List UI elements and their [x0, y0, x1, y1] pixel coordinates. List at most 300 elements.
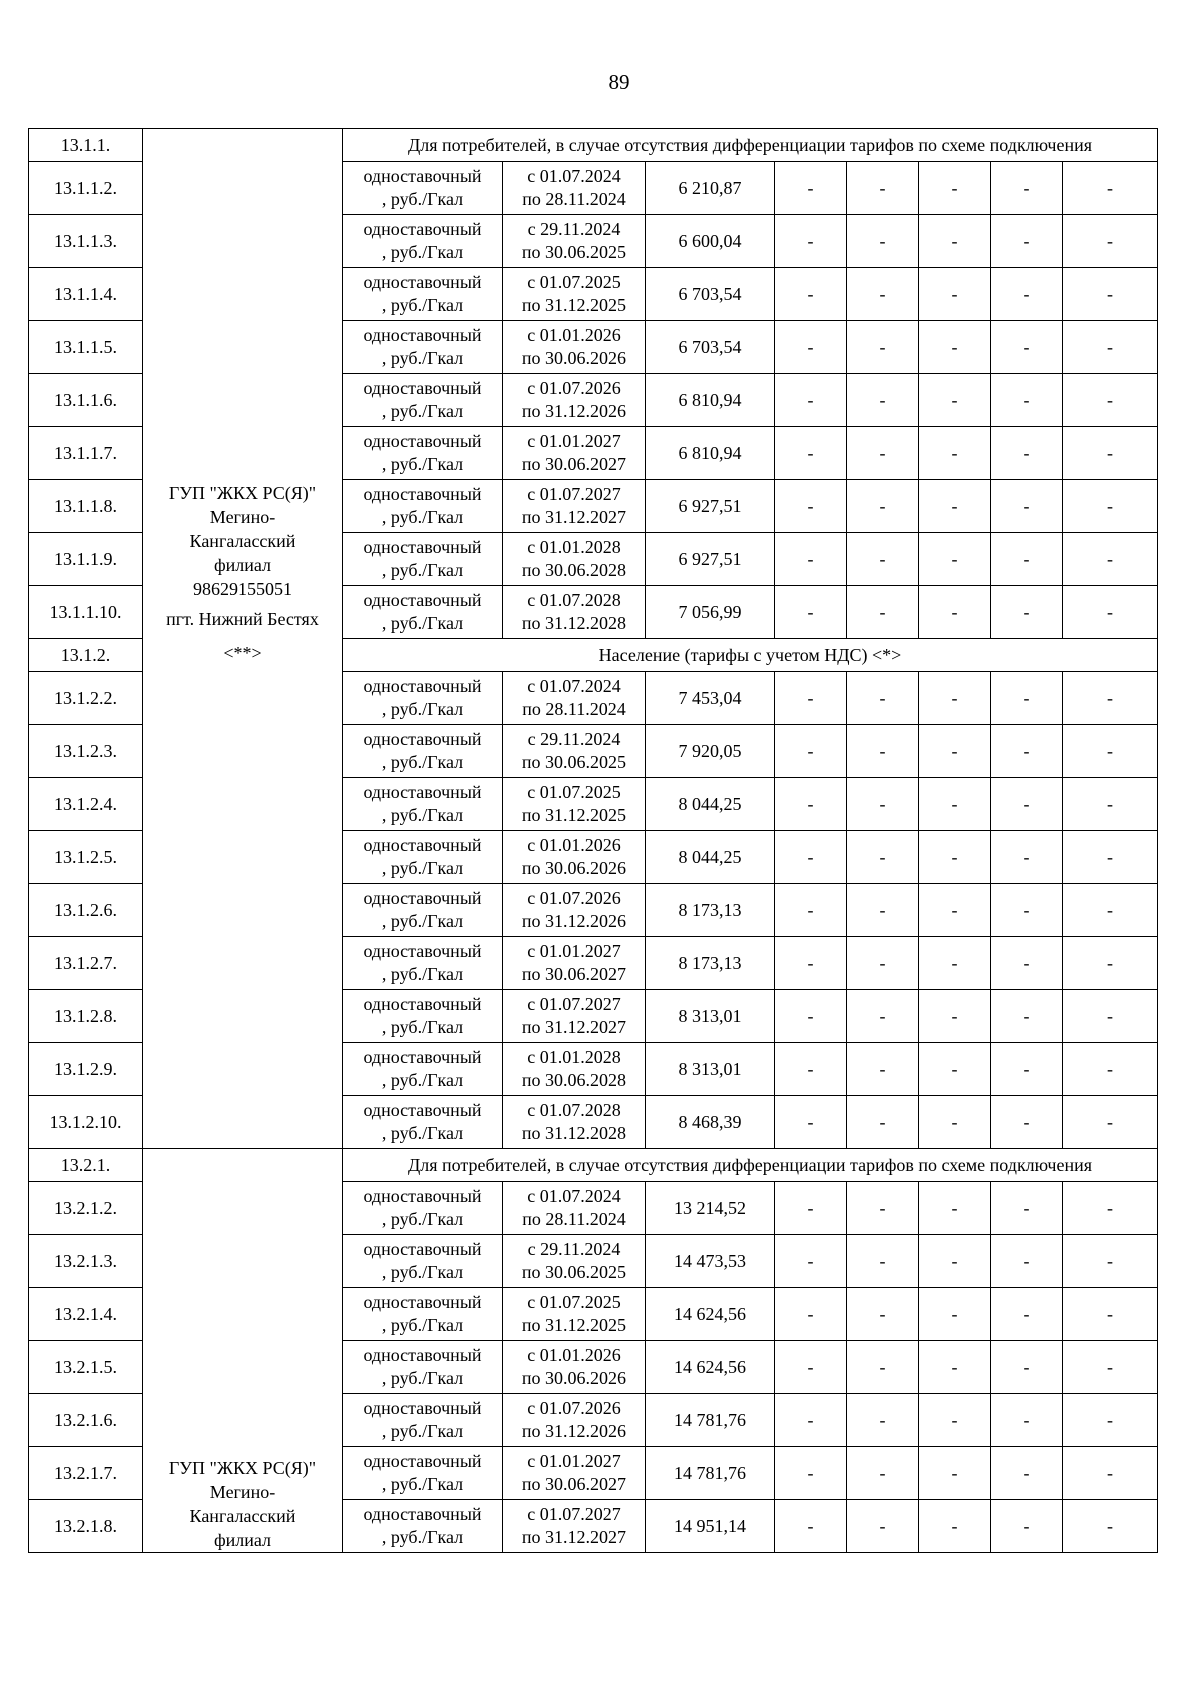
tariff-value: 6 703,54	[646, 321, 775, 374]
dash-cell: -	[919, 1394, 991, 1447]
dash-cell: -	[919, 831, 991, 884]
period-to: по 28.11.2024	[522, 189, 626, 209]
tariff-unit-line: , руб./Гкал	[381, 1017, 464, 1037]
dash-cell: -	[1063, 427, 1158, 480]
dash-cell: -	[775, 1096, 847, 1149]
tariff-type-line: одноставочный	[363, 431, 482, 451]
organization-cell	[143, 1149, 343, 1553]
dash-cell: -	[775, 1447, 847, 1500]
period-to: по 30.06.2028	[521, 560, 627, 580]
dash-cell: -	[991, 1341, 1063, 1394]
dash-cell: -	[1063, 374, 1158, 427]
period-from: с 01.01.2027	[527, 1451, 621, 1471]
dash-cell: -	[991, 1182, 1063, 1235]
row-code: 13.1.1.3.	[29, 215, 143, 268]
dash-cell: -	[775, 672, 847, 725]
tariff-value: 8 173,13	[646, 937, 775, 990]
dash-cell: -	[1063, 586, 1158, 639]
dash-cell: -	[1063, 268, 1158, 321]
tariff-period	[503, 1500, 646, 1553]
tariff-type	[343, 672, 503, 725]
tariff-period	[503, 533, 646, 586]
tariff-period	[503, 778, 646, 831]
row-code: 13.1.1.4.	[29, 268, 143, 321]
dash-cell: -	[919, 672, 991, 725]
period-from: с 01.07.2024	[527, 676, 621, 696]
row-code: 13.1.1.6.	[29, 374, 143, 427]
period-from: с 01.07.2028	[527, 590, 621, 610]
tariff-type	[343, 778, 503, 831]
tariff-unit-line: , руб./Гкал	[381, 1421, 464, 1441]
dash-cell: -	[919, 268, 991, 321]
period-from: с 01.01.2027	[527, 431, 621, 451]
dash-cell: -	[991, 1394, 1063, 1447]
dash-cell: -	[847, 215, 919, 268]
dash-cell: -	[919, 1500, 991, 1553]
dash-cell: -	[775, 321, 847, 374]
dash-cell: -	[1063, 937, 1158, 990]
period-to: по 30.06.2027	[521, 1474, 627, 1494]
tariff-type-line: одноставочный	[363, 835, 482, 855]
tariff-type	[343, 1500, 503, 1553]
dash-cell: -	[847, 725, 919, 778]
tariff-type	[343, 162, 503, 215]
dash-cell: -	[919, 586, 991, 639]
dash-cell: -	[775, 831, 847, 884]
dash-cell: -	[991, 990, 1063, 1043]
tariff-type-line: одноставочный	[363, 888, 482, 908]
dash-cell: -	[919, 1288, 991, 1341]
period-from: с 01.01.2028	[527, 1047, 621, 1067]
row-code: 13.1.1.9.	[29, 533, 143, 586]
tariff-unit-line: , руб./Гкал	[381, 805, 464, 825]
row-code: 13.2.1.4.	[29, 1288, 143, 1341]
dash-cell: -	[847, 990, 919, 1043]
period-from: с 01.01.2028	[527, 537, 621, 557]
row-code: 13.2.1.2.	[29, 1182, 143, 1235]
tariff-type	[343, 586, 503, 639]
tariff-unit-line: , руб./Гкал	[381, 911, 464, 931]
row-code: 13.1.2.8.	[29, 990, 143, 1043]
tariff-type-line: одноставочный	[363, 782, 482, 802]
dash-cell: -	[775, 778, 847, 831]
tariff-type	[343, 427, 503, 480]
organization-cell	[143, 129, 343, 1149]
dash-cell: -	[919, 427, 991, 480]
dash-cell: -	[991, 725, 1063, 778]
period-from: с 29.11.2024	[527, 219, 621, 239]
tariff-type	[343, 1341, 503, 1394]
dash-cell: -	[991, 1043, 1063, 1096]
period-to: по 31.12.2025	[521, 805, 627, 825]
period-to: по 31.12.2026	[521, 401, 627, 421]
tariff-value: 14 781,76	[646, 1447, 775, 1500]
tariff-period	[503, 321, 646, 374]
dash-cell: -	[775, 533, 847, 586]
tariff-value: 6 810,94	[646, 374, 775, 427]
tariff-type-line: одноставочный	[363, 1292, 482, 1312]
period-from: с 01.07.2026	[527, 888, 621, 908]
dash-cell: -	[775, 1394, 847, 1447]
dash-cell: -	[1063, 533, 1158, 586]
dash-cell: -	[1063, 1096, 1158, 1149]
section-code: 13.1.2.	[29, 639, 143, 672]
tariff-type-line: одноставочный	[363, 941, 482, 961]
tariff-value: 7 920,05	[646, 725, 775, 778]
tariff-type	[343, 884, 503, 937]
dash-cell: -	[1063, 1043, 1158, 1096]
period-to: по 31.12.2027	[521, 1017, 627, 1037]
dash-cell: -	[775, 162, 847, 215]
dash-cell: -	[919, 725, 991, 778]
tariff-period	[503, 480, 646, 533]
dash-cell: -	[847, 1288, 919, 1341]
tariff-unit-line: , руб./Гкал	[381, 1315, 464, 1335]
row-code: 13.1.1.8.	[29, 480, 143, 533]
period-to: по 31.12.2028	[521, 613, 627, 633]
tariff-unit-line: , руб./Гкал	[381, 1209, 464, 1229]
period-to: по 30.06.2025	[521, 752, 627, 772]
tariff-unit-line: , руб./Гкал	[381, 613, 464, 633]
period-to: по 30.06.2025	[521, 242, 627, 262]
row-code: 13.1.1.2.	[29, 162, 143, 215]
tariff-unit-line: , руб./Гкал	[381, 1123, 464, 1143]
period-from: с 01.07.2026	[527, 1398, 621, 1418]
dash-cell: -	[775, 1500, 847, 1553]
row-code: 13.2.1.8.	[29, 1500, 143, 1553]
tariff-unit-line: , руб./Гкал	[381, 1262, 464, 1282]
period-from: с 01.01.2027	[527, 941, 621, 961]
row-code: 13.1.1.5.	[29, 321, 143, 374]
tariff-type-line: одноставочный	[363, 676, 482, 696]
dash-cell: -	[991, 586, 1063, 639]
tariff-unit-line: , руб./Гкал	[381, 1070, 464, 1090]
period-from: с 01.07.2025	[527, 272, 621, 292]
tariff-type	[343, 831, 503, 884]
tariff-unit-line: , руб./Гкал	[381, 1474, 464, 1494]
tariff-type-line: одноставочный	[363, 272, 482, 292]
period-to: по 30.06.2025	[521, 1262, 627, 1282]
tariff-type-line: одноставочный	[363, 1047, 482, 1067]
dash-cell: -	[775, 1043, 847, 1096]
period-to: по 30.06.2026	[521, 1368, 627, 1388]
organization-line: ГУП "ЖКХ РС(Я)"	[168, 1458, 317, 1478]
tariff-value: 14 781,76	[646, 1394, 775, 1447]
tariff-type-line: одноставочный	[363, 1398, 482, 1418]
tariff-value: 8 313,01	[646, 1043, 775, 1096]
row-code: 13.2.1.5.	[29, 1341, 143, 1394]
tariff-period	[503, 1447, 646, 1500]
tariff-period	[503, 268, 646, 321]
dash-cell: -	[775, 268, 847, 321]
dash-cell: -	[1063, 725, 1158, 778]
period-to: по 31.12.2025	[521, 1315, 627, 1335]
dash-cell: -	[847, 1341, 919, 1394]
tariff-value: 6 210,87	[646, 162, 775, 215]
period-to: по 31.12.2027	[521, 507, 627, 527]
row-code: 13.1.2.6.	[29, 884, 143, 937]
period-from: с 01.07.2024	[527, 1186, 621, 1206]
tariff-period	[503, 1288, 646, 1341]
dash-cell: -	[775, 480, 847, 533]
dash-cell: -	[991, 831, 1063, 884]
tariff-value: 8 468,39	[646, 1096, 775, 1149]
row-code: 13.1.2.5.	[29, 831, 143, 884]
tariff-period	[503, 1182, 646, 1235]
dash-cell: -	[919, 778, 991, 831]
dash-cell: -	[847, 1043, 919, 1096]
tariff-period	[503, 1235, 646, 1288]
organization-line: филиал	[213, 1530, 272, 1550]
section-title: Население (тарифы с учетом НДС) <*>	[343, 639, 1158, 672]
dash-cell: -	[919, 215, 991, 268]
tariff-period	[503, 1394, 646, 1447]
dash-cell: -	[919, 990, 991, 1043]
dash-cell: -	[919, 1043, 991, 1096]
dash-cell: -	[1063, 672, 1158, 725]
dash-cell: -	[847, 1182, 919, 1235]
tariff-type-line: одноставочный	[363, 378, 482, 398]
row-code: 13.1.1.7.	[29, 427, 143, 480]
dash-cell: -	[1063, 831, 1158, 884]
row-code: 13.2.1.6.	[29, 1394, 143, 1447]
tariff-period	[503, 162, 646, 215]
dash-cell: -	[847, 427, 919, 480]
dash-cell: -	[847, 1500, 919, 1553]
period-to: по 30.06.2028	[521, 1070, 627, 1090]
tariff-unit-line: , руб./Гкал	[381, 560, 464, 580]
dash-cell: -	[991, 1288, 1063, 1341]
tariff-value: 6 927,51	[646, 480, 775, 533]
period-from: с 29.11.2024	[527, 1239, 621, 1259]
tariff-value: 8 313,01	[646, 990, 775, 1043]
dash-cell: -	[847, 480, 919, 533]
period-from: с 01.07.2027	[527, 1504, 621, 1524]
tariff-type-line: одноставочный	[363, 1345, 482, 1365]
tariff-unit-line: , руб./Гкал	[381, 348, 464, 368]
dash-cell: -	[991, 268, 1063, 321]
row-code: 13.1.2.9.	[29, 1043, 143, 1096]
dash-cell: -	[919, 1235, 991, 1288]
period-from: с 01.07.2026	[527, 378, 621, 398]
period-from: с 01.07.2024	[527, 166, 621, 186]
dash-cell: -	[847, 1394, 919, 1447]
tariff-value: 14 624,56	[646, 1288, 775, 1341]
dash-cell: -	[775, 374, 847, 427]
dash-cell: -	[919, 480, 991, 533]
row-code: 13.1.2.7.	[29, 937, 143, 990]
tariff-type	[343, 480, 503, 533]
tariff-type-line: одноставочный	[363, 994, 482, 1014]
period-to: по 31.12.2026	[521, 1421, 627, 1441]
period-to: по 31.12.2026	[521, 911, 627, 931]
dash-cell: -	[775, 1182, 847, 1235]
dash-cell: -	[775, 1288, 847, 1341]
period-to: по 30.06.2026	[521, 858, 627, 878]
period-from: с 01.07.2027	[527, 484, 621, 504]
row-code: 13.1.2.4.	[29, 778, 143, 831]
tariff-value: 14 624,56	[646, 1341, 775, 1394]
tariff-value: 14 473,53	[646, 1235, 775, 1288]
tariff-unit-line: , руб./Гкал	[381, 858, 464, 878]
tariff-unit-line: , руб./Гкал	[381, 507, 464, 527]
dash-cell: -	[991, 1500, 1063, 1553]
period-from: с 01.07.2028	[527, 1100, 621, 1120]
dash-cell: -	[991, 162, 1063, 215]
dash-cell: -	[1063, 480, 1158, 533]
dash-cell: -	[775, 1235, 847, 1288]
dash-cell: -	[991, 427, 1063, 480]
dash-cell: -	[847, 884, 919, 937]
tariff-type-line: одноставочный	[363, 325, 482, 345]
tariff-type	[343, 1288, 503, 1341]
tariff-unit-line: , руб./Гкал	[381, 242, 464, 262]
tariff-unit-line: , руб./Гкал	[381, 454, 464, 474]
tariff-unit-line: , руб./Гкал	[381, 295, 464, 315]
tariff-type-line: одноставочный	[363, 484, 482, 504]
tariff-unit-line: , руб./Гкал	[381, 699, 464, 719]
dash-cell: -	[847, 1447, 919, 1500]
dash-cell: -	[775, 427, 847, 480]
tariff-value: 7 453,04	[646, 672, 775, 725]
dash-cell: -	[1063, 321, 1158, 374]
organization-line: пгт. Нижний Бестях	[166, 609, 319, 629]
period-to: по 30.06.2026	[521, 348, 627, 368]
row-code: 13.1.2.10.	[29, 1096, 143, 1149]
section-title: Для потребителей, в случае отсутствия дифференциации тарифов по схеме подключения	[343, 129, 1158, 162]
tariff-type-line: одноставочный	[363, 1100, 482, 1120]
organization-line: филиал	[213, 555, 272, 575]
tariff-type-line: одноставочный	[363, 1504, 482, 1524]
tariff-type	[343, 1096, 503, 1149]
dash-cell: -	[1063, 1447, 1158, 1500]
period-from: с 01.01.2026	[527, 325, 621, 345]
tariff-unit-line: , руб./Гкал	[381, 964, 464, 984]
dash-cell: -	[1063, 778, 1158, 831]
dash-cell: -	[775, 725, 847, 778]
dash-cell: -	[1063, 1394, 1158, 1447]
dash-cell: -	[991, 1096, 1063, 1149]
tariff-period	[503, 884, 646, 937]
tariff-type-line: одноставочный	[363, 219, 482, 239]
dash-cell: -	[919, 1096, 991, 1149]
period-to: по 30.06.2027	[521, 454, 627, 474]
tariff-value: 14 951,14	[646, 1500, 775, 1553]
dash-cell: -	[919, 1447, 991, 1500]
tariff-type	[343, 1043, 503, 1096]
section-header-row	[29, 129, 1158, 162]
dash-cell: -	[991, 321, 1063, 374]
dash-cell: -	[991, 884, 1063, 937]
dash-cell: -	[919, 884, 991, 937]
tariff-type-line: одноставочный	[363, 1451, 482, 1471]
organization-line: 98629155051	[193, 579, 292, 599]
tariff-type-line: одноставочный	[363, 1186, 482, 1206]
dash-cell: -	[991, 215, 1063, 268]
period-from: с 01.01.2026	[527, 835, 621, 855]
tariff-value: 6 703,54	[646, 268, 775, 321]
dash-cell: -	[1063, 1235, 1158, 1288]
tariff-type-line: одноставочный	[363, 1239, 482, 1259]
period-to: по 28.11.2024	[522, 1209, 626, 1229]
section-code: 13.2.1.	[29, 1149, 143, 1182]
period-to: по 31.12.2025	[521, 295, 627, 315]
page-number: 89	[608, 70, 630, 94]
tariff-table	[28, 128, 1158, 1553]
dash-cell: -	[847, 1235, 919, 1288]
dash-cell: -	[847, 831, 919, 884]
organization-line: Мегино-	[209, 1482, 276, 1502]
tariff-type-line: одноставочный	[363, 537, 482, 557]
dash-cell: -	[919, 533, 991, 586]
tariff-period	[503, 1096, 646, 1149]
tariff-period	[503, 831, 646, 884]
dash-cell: -	[919, 162, 991, 215]
dash-cell: -	[847, 586, 919, 639]
tariff-period	[503, 990, 646, 1043]
dash-cell: -	[1063, 215, 1158, 268]
dash-cell: -	[919, 321, 991, 374]
tariff-type	[343, 937, 503, 990]
tariff-period	[503, 937, 646, 990]
dash-cell: -	[991, 937, 1063, 990]
tariff-period	[503, 427, 646, 480]
period-from: с 01.01.2026	[527, 1345, 621, 1365]
tariff-value: 7 056,99	[646, 586, 775, 639]
tariff-period	[503, 215, 646, 268]
dash-cell: -	[775, 586, 847, 639]
dash-cell: -	[919, 1182, 991, 1235]
row-code: 13.2.1.7.	[29, 1447, 143, 1500]
tariff-type	[343, 990, 503, 1043]
tariff-type	[343, 1235, 503, 1288]
dash-cell: -	[847, 1096, 919, 1149]
section-title: Для потребителей, в случае отсутствия дифференциации тарифов по схеме подключения	[343, 1149, 1158, 1182]
organization-line: Мегино-	[209, 507, 276, 527]
tariff-period	[503, 586, 646, 639]
dash-cell: -	[919, 937, 991, 990]
dash-cell: -	[991, 1235, 1063, 1288]
dash-cell: -	[847, 937, 919, 990]
tariff-period	[503, 1043, 646, 1096]
tariff-value: 8 044,25	[646, 778, 775, 831]
tariff-value: 6 927,51	[646, 533, 775, 586]
tariff-value: 6 810,94	[646, 427, 775, 480]
period-from: с 29.11.2024	[527, 729, 621, 749]
tariff-period	[503, 725, 646, 778]
dash-cell: -	[775, 884, 847, 937]
period-to: по 31.12.2027	[521, 1527, 627, 1547]
tariff-type	[343, 1394, 503, 1447]
tariff-value: 8 173,13	[646, 884, 775, 937]
tariff-type	[343, 725, 503, 778]
dash-cell: -	[1063, 162, 1158, 215]
tariff-type	[343, 215, 503, 268]
row-code: 13.1.1.10.	[29, 586, 143, 639]
tariff-type-line: одноставочный	[363, 166, 482, 186]
tariff-period	[503, 1341, 646, 1394]
section-header-row	[29, 1149, 1158, 1182]
dash-cell: -	[1063, 1341, 1158, 1394]
dash-cell: -	[847, 374, 919, 427]
tariff-value: 6 600,04	[646, 215, 775, 268]
dash-cell: -	[775, 1341, 847, 1394]
period-to: по 31.12.2028	[521, 1123, 627, 1143]
dash-cell: -	[847, 533, 919, 586]
tariff-type	[343, 1447, 503, 1500]
organization-line: ГУП "ЖКХ РС(Я)"	[168, 483, 317, 503]
period-from: с 01.07.2025	[527, 1292, 621, 1312]
